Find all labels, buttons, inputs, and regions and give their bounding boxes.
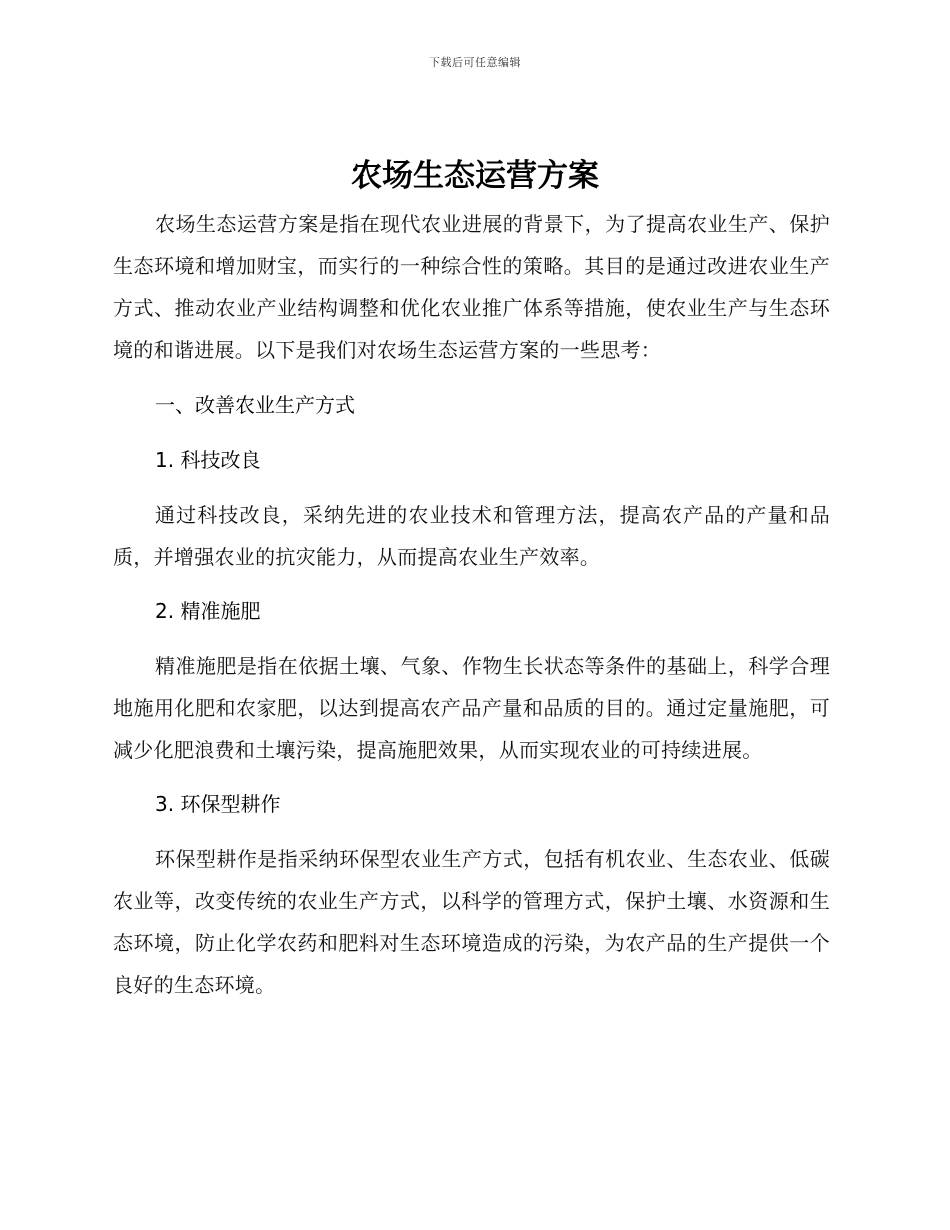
document-title: 农场生态运营方案 — [351, 158, 599, 194]
subsection-body-farming: 环保型耕作是指采纳环保型农业生产方式，包括有机农业、生态农业、低碳农业等，改变传统的农业生产方式，以科学的管理方式，保护土壤、水资源和生态环境，防止化学农药和肥料对生态环境造成的污染，为农产品的生产提供一个良好的生态环境。 — [113, 847, 830, 997]
page-header-note: 下载后可任意编辑 — [429, 56, 521, 69]
subsection-heading-tech: 1. 科技改良 — [155, 448, 261, 472]
subsection-body-fertilizer: 精准施肥是指在依据土壤、气象、作物生长状态等条件的基础上，科学合理地施用化肥和农家肥，以达到提高农产品产量和品质的目的。通过定量施肥，可减少化肥浪费和土壤污染，提高施肥效果，从而实现农业的可持续进展。 — [113, 654, 830, 762]
subsection-heading-fertilizer: 2. 精准施肥 — [155, 599, 261, 623]
document-body — [113, 203, 830, 1006]
subsection-body-tech: 通过科技改良，采纳先进的农业技术和管理方法，提高农产品的产量和品质，并增强农业的抗灾能力，从而提高农业生产效率。 — [113, 503, 830, 569]
intro-paragraph: 农场生态运营方案是指在现代农业进展的背景下，为了提高农业生产、保护生态环境和增加财宝，而实行的一种综合性的策略。其目的是通过改进农业生产方式、推动农业产业结构调整和优化农业推广体系等措施，使农业生产与生态环境的和谐进展。以下是我们对农场生态运营方案的一些思考： — [113, 212, 830, 362]
subsection-heading-farming: 3. 环保型耕作 — [155, 792, 281, 816]
section-heading: 一、改善农业生产方式 — [155, 393, 355, 417]
